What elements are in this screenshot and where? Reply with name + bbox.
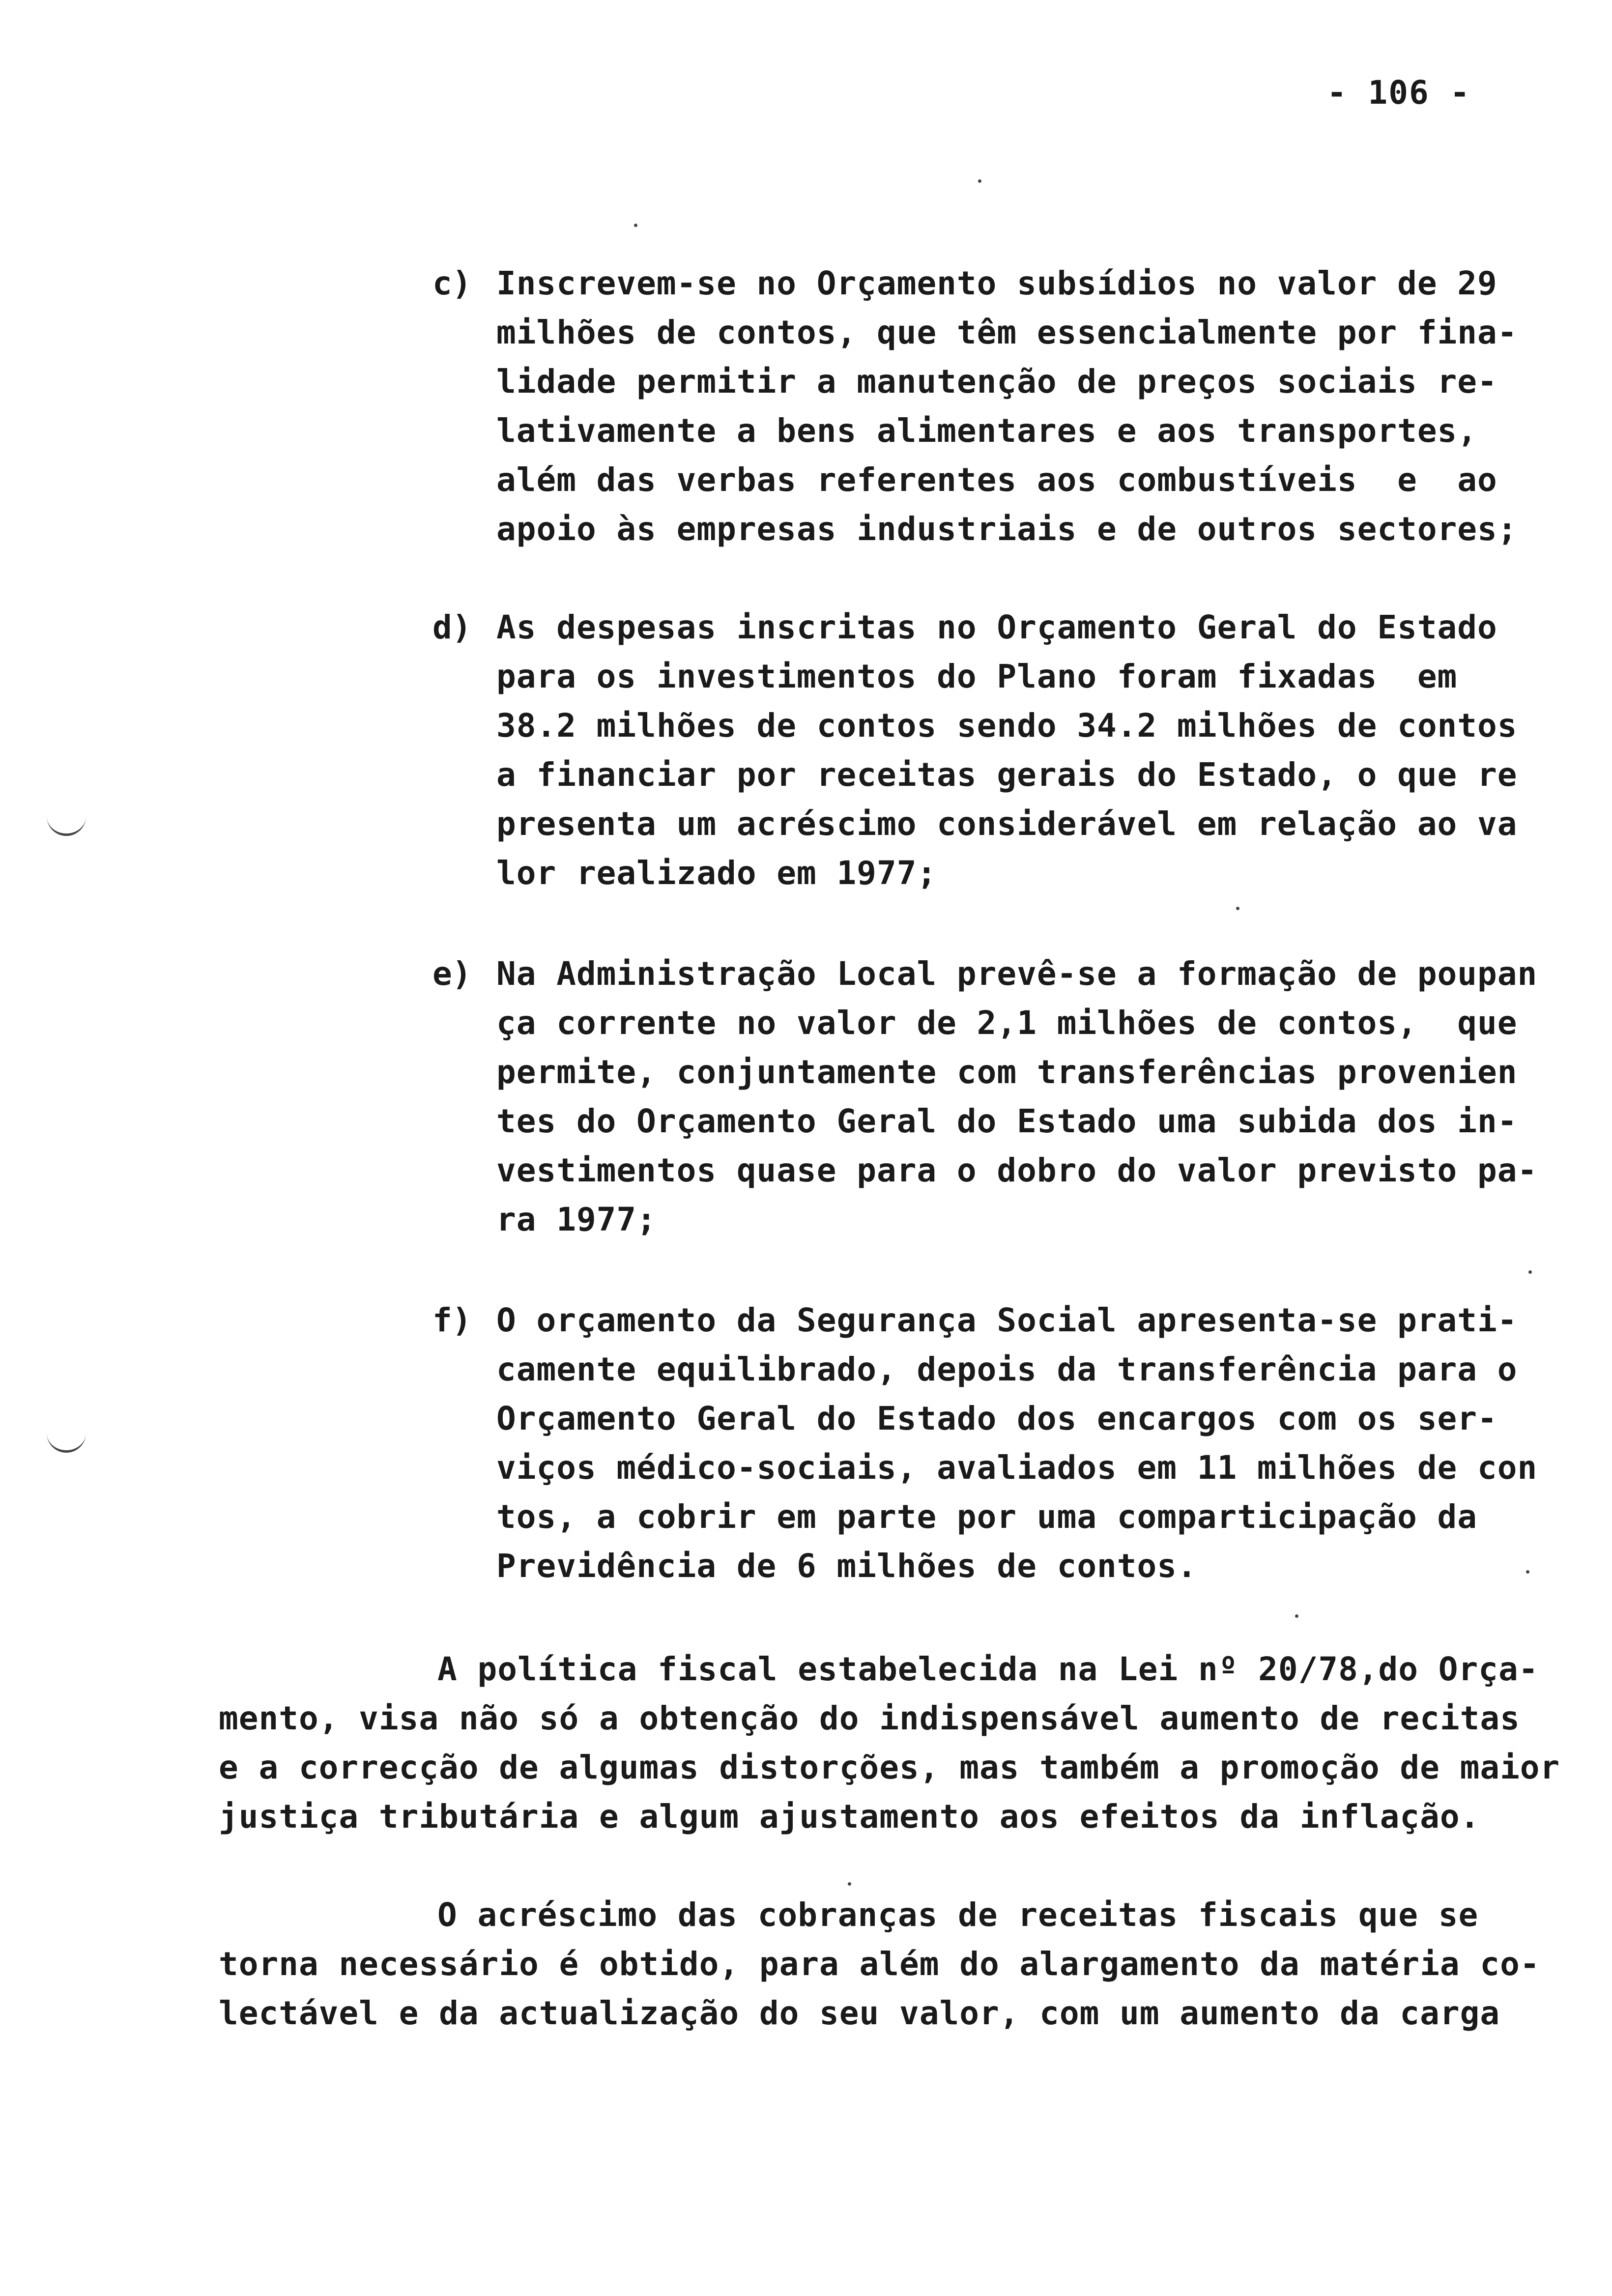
item-marker: f) bbox=[432, 1301, 472, 1339]
list-item-d bbox=[432, 603, 1524, 908]
item-line: vestimentos quase para o dobro do valor previsto pa- bbox=[496, 1151, 1538, 1189]
list-item-f bbox=[432, 1296, 1538, 1601]
item-line: Inscrevem-se no Orçamento subsídios no valor de 29 bbox=[496, 264, 1497, 302]
speck bbox=[1295, 1614, 1298, 1618]
item-line: O orçamento da Segurança Social apresenta-se prati- bbox=[496, 1301, 1518, 1339]
item-line: milhões de contos, que têm essencialmente por fina- bbox=[496, 314, 1518, 351]
item-line: tes do Orçamento Geral do Estado uma subida dos in- bbox=[496, 1102, 1518, 1140]
item-line: tos, a cobrir em parte por uma comparticipação da bbox=[496, 1498, 1478, 1536]
paragraph-line: A política fiscal estabelecida na Lei nº 20/78,do Orça- bbox=[437, 1650, 1539, 1688]
item-marker: e) bbox=[432, 955, 472, 993]
speck bbox=[978, 179, 981, 183]
item-line: Previdência de 6 milhões de contos. bbox=[496, 1547, 1197, 1585]
paragraph-line: torna necessário é obtido, para além do alargamento da matéria co- bbox=[219, 1945, 1540, 1983]
list-item-c bbox=[432, 259, 1524, 564]
margin-punch-mark bbox=[47, 1433, 86, 1453]
speck bbox=[634, 224, 637, 227]
paragraph-line: justiça tributária e algum ajustamento aos efeitos da inflação. bbox=[219, 1798, 1480, 1836]
paragraph-line: e a correcção de algumas distorções, mas também a promoção de maior bbox=[219, 1749, 1560, 1786]
speck bbox=[1526, 1570, 1529, 1574]
item-line: lor realizado em 1977; bbox=[496, 854, 937, 892]
item-line: 38.2 milhões de contos sendo 34.2 milhões de contos bbox=[496, 707, 1518, 745]
item-line: lidade permitir a manutenção de preços sociais re- bbox=[496, 363, 1497, 401]
paragraph-line: lectável e da actualização do seu valor, com um aumento da carga bbox=[219, 1994, 1500, 2032]
item-line: permite, conjuntamente com transferências provenien bbox=[496, 1053, 1518, 1091]
item-line: As despesas inscritas no Orçamento Geral do Estado bbox=[496, 608, 1497, 646]
item-line: presenta um acréscimo considerável em relação ao va bbox=[496, 805, 1518, 843]
item-line: Na Administração Local prevê-se a formação de poupan bbox=[496, 955, 1538, 993]
margin-punch-mark bbox=[47, 816, 86, 836]
item-line: viços médico-sociais, avaliados em 11 milhões de con bbox=[496, 1449, 1538, 1487]
item-marker: c) bbox=[432, 264, 472, 302]
item-line: ra 1977; bbox=[496, 1201, 657, 1238]
item-line: camente equilibrado, depois da transferência para o bbox=[496, 1350, 1518, 1388]
item-marker: d) bbox=[432, 608, 472, 646]
item-line: para os investimentos do Plano foram fixadas em bbox=[496, 658, 1458, 695]
speck bbox=[1528, 1270, 1532, 1274]
item-line: além das verbas referentes aos combustíveis e ao bbox=[496, 461, 1497, 499]
page-number: - 106 - bbox=[1327, 74, 1471, 112]
list-item-e bbox=[432, 949, 1538, 1254]
item-line: Orçamento Geral do Estado dos encargos com os ser- bbox=[496, 1400, 1497, 1437]
paragraph-line: mento, visa não só a obtenção do indispensável aumento de recitas bbox=[219, 1699, 1520, 1737]
item-line: apoio às empresas industriais e de outros sectores; bbox=[496, 510, 1518, 548]
item-line: lativamente a bens alimentares e aos transportes, bbox=[496, 412, 1478, 450]
item-line: a financiar por receitas gerais do Estado, o que re bbox=[496, 756, 1518, 794]
item-line: ça corrente no valor de 2,1 milhões de contos, que bbox=[496, 1004, 1518, 1042]
speck bbox=[848, 1882, 851, 1886]
paragraph-line: O acréscimo das cobranças de receitas fiscais que se bbox=[437, 1896, 1479, 1934]
